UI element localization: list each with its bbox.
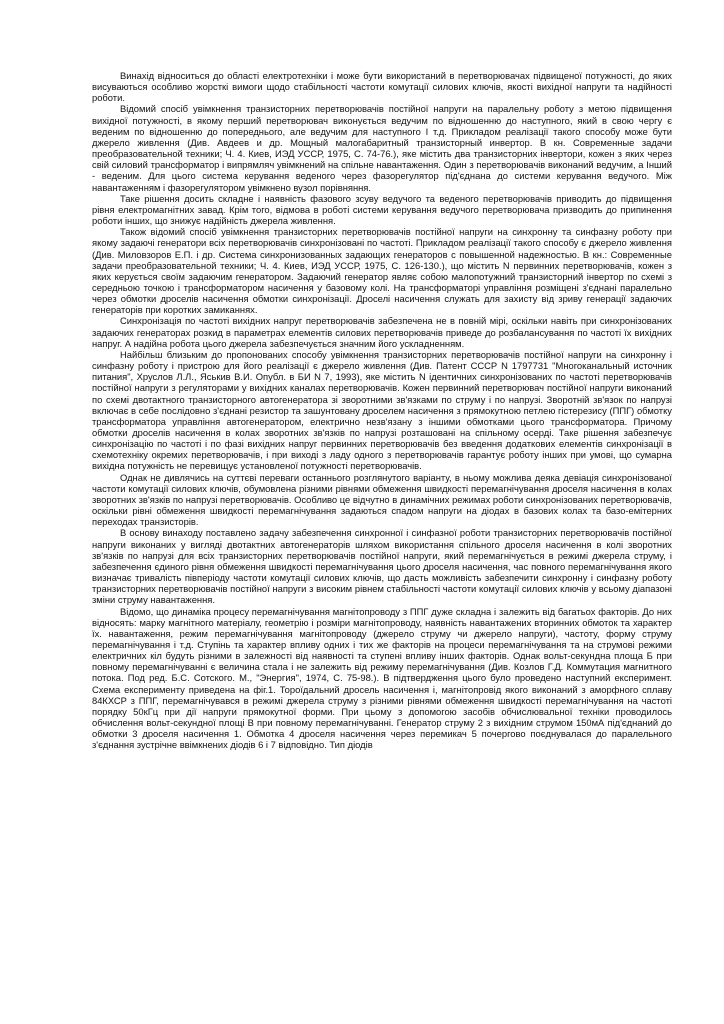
paragraph-1: Винахід відноситься до області електротехніки і може бути використаний в перетворювачах підвищеної потужності, до яких висуваються особливо жорсткі вимоги щодо стабільності частоти комутації силових ключів, якості вихідної напруги та надійності роботи. bbox=[92, 70, 672, 104]
paragraph-6: Найбільш близьким до пропонованих способу увімкнення транзисторних перетворювачів постійної напруги на синхронну і синфазну роботу і пристрою для його реалізації є джерело живлення (Див. Патент СССР N 1797731 "Многоканальный источник питания", Хруслов Л.Л., Яськив В.И. Опубл. в БИ N 7, 1993), яке містить N ідентичних синхронізованих по частоті перетворювачів постійної напруги з регуляторами у вихідних каналах перетворювачів. Кожен первинний перетворювач постійної напруги виконаний по схемі двотактного транзисторного автогенератора зі зворотними зв'язками по струму і по напрузі. Зворотній зв'язок по напрузі включає в себе послідовно з'єднані резистор та зашунтовану дроселем насичення з прямокутною петлею гістерезису (ППГ) обмотку трансформатора управління автогенератором, електрично незв'язану з іншими обмотками цього трансформатора. Причому обмотки дроселів насичення в колах зворотних зв'язків по напрузі розташовані на спільному осерді. Таке рішення забезпечує синхронізацію по частоті і по фазі вихідних напруг первинних перетворювачів без введення додаткових елементів синхронізації в схемотехніку окремих перетворювачів, і при виході з ладу одного з перетворювачів гарантує роботу інших при умові, що сумарна вихідна потужність не перевищує установленої потужності перетворювачів. bbox=[92, 348, 672, 472]
document-page bbox=[92, 70, 672, 751]
paragraph-5: Синхронізація по частоті вихідних напруг перетворювачів забезпечена не в повній мірі, оскільки навіть при синхронізованих задаючих генераторах розкид в параметрах елементів силових перетворювачів приведе до розбалансування по частоті їх вихідних напруг. А надійна робота цього джерела забезпечується значним його ускладненням. bbox=[92, 315, 672, 349]
paragraph-4: Також відомий спосіб увімкнення транзисторних перетворювачів постійної напруги на синхронну та синфазну роботу при якому задаючі генератори всіх перетворювачів синхронізовані по частоті. Прикладом реалізації такого способу є джерело живлення (Див. Миловзоров Е.П. і др. Система синхронизованных задающих генераторов с повышенной надежностью. В кн.: Современные задачи преобразовательной техники; Ч. 4. Киев, ИЭД УССР, 1975, С. 126-130.), що містить N первинних перетворювачів, кожен з яких керується своїм задаючим генератором. Задаючий генератор являє собою малопотужний транзисторний інвертор по схемі з середньою точкою і трансформатором насичення у базовому колі. На трансформаторі управління розміщені з'єднані паралельно через обмотки дроселів насичення обмотки синхронізації. Дроселі насичення служать для захисту від зриву генерації задаючих генераторів при коротких замиканнях. bbox=[92, 226, 672, 316]
paragraph-3: Таке рішення досить складне і наявність фазового зсуву ведучого та веденого перетворювачів приводить до підвищення рівня електромагнітних завад. Крім того, відмова в роботі системи керування ведучого перетворювача призводить до припинення роботи інших, що знижує надійність джерела живлення. bbox=[92, 192, 672, 227]
paragraph-9: Відомо, що динаміка процесу перемагнічування магнітопроводу з ППГ дуже складна і залежить від багатьох факторів. До них відносять: марку магнітного матеріалу, геометрію і розміри магнітопроводу, наявність навантажених вторинних обмоток та характер їх. навантаження, режим перемагнічування магнітопроводу (джерело струму чи джерело напруги), частоту, форму струму перемагнічування і т.д. Ступінь та характер впливу одних і тих же факторів на процеси перемагнічування та на струмові режими електричних кіл будуть різними в залежності від наявності та ступені впливу інших факторів. Однак вольт-секундна площа Б при повному перемагнічуванні є величина стала і не залежить від режиму перемагнічування (Див. Козлов Г.Д. Коммутация магнитного потока. Под ред. Б.С. Сотского. М., "Энергия", 1974, С. 75-98.). В підтвердження цього було проведено наступний експеримент. Схема експерименту приведена на фіг.1. Тороїдальний дросель насичення і, магнітопровід якого виконаний з аморфного сплаву 84КХСР з ППГ, перемагнічувався в режимі джерела струму з різними рівнями обмеження швидкості перемагнічування на частоті порядку 50кГц при дії напруги прямокутної форми. При цьому з допомогою засобів обчислювальної техніки проводилось обчислення вольт-секундної площі В при повному перемагнічуванні. Генератор струму 2 з вихідним струмом 150мА під'єднаний до обмотки 3 дроселя насичення 1. Обмотка 4 дроселя насичення через перемикач 5 почергово поєднувалася до паралельного з'єднання зустрічне ввімкнених діодів 6 і 7 відповідно. Тип діодів bbox=[92, 605, 672, 751]
paragraph-7: Однак не дивлячись на суттєві переваги останнього розглянутого варіанту, в ньому можлива деяка девіація синхронізованої частоти комутації силових ключів, обумовлена різними рівнями обмеження швидкості перемагнічування дроселя насичення в колах зворотних зв'язків по напрузі перетворювачів. Особливо це відчутно в динамічних режимах роботи синхронізованих перетворювачів, оскільки рівні обмеження швидкості перемагнічування задаються спадом напруги на діодах в базових колах та базо-емітерних переходах транзисторів. bbox=[92, 471, 672, 528]
paragraph-2: Відомий спосіб увімкнення транзисторних перетворювачів постійної напруги на паралельну роботу з метою підвищення вихідної потужності, в якому перший перетворювач виконується ведучим по відношенню до наступного, який в свою чергу є веденим по відношенню до попереднього, але ведучим для наступного І т.д. Прикладом реалізації такого способу може бути джерело живлення (Див. Авдеев и др. Мощный малогабаритный транзисторный инвертор. В кн. Современные задачи преобразовательной техники; Ч. 4. Киев, ИЭД УССР, 1975, С. 74-76.), яке містить два транзисторних інвертори, кожен з яких через свій силовий трансформатор і випрямляч увімкнений на спільне навантаження. Один з перетворювачів виконаний ведучим, а Інший - веденим. Для цього система керування веденого через фазорегулятор під'єднана до системи керування ведучого. Між навантаженням і фазорегулятором увімкнено вузол порівняння. bbox=[92, 103, 672, 193]
paragraph-8: В основу винаходу поставлено задачу забезпечення синхронної і синфазної роботи транзисторних перетворювачів постійної напруги виконаних у вигляді двотактних автогенераторів шляхом використання спільного дроселя насичення в колі зворотних зв'язків по напрузі для всіх транзисторних перетворювачів постійної напруги, який перемагнічується в режимі джерела струму, і забезпечення єдиного рівня обмеження швидкості перемагнічування цього дроселя насичення, час повного перемагнічування якого визначає тривалість півперіоду частоти комутації силових ключів, що дасть можливість забезпечити синхронну і синфазну роботу транзисторних перетворювачів постійної напруги з високим рівнем стабільності частоти комутації силових ключів у всьому діапазоні зміни струму навантаження. bbox=[92, 527, 672, 606]
